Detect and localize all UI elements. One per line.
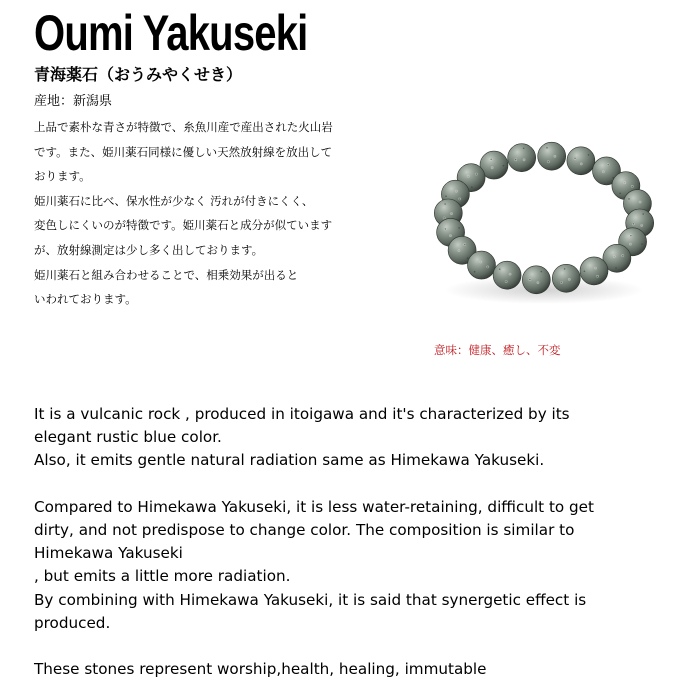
bead-speckle xyxy=(458,249,461,252)
jp-line: 姫川薬石に比べ、保水性が少なく 汚れが付きにくく、 xyxy=(34,193,314,208)
bead xyxy=(522,266,550,294)
bead-speckle xyxy=(607,164,609,166)
jp-line: 上品で素朴な青さが特徴で、糸魚川産で産出された火山岩 xyxy=(34,120,333,134)
bead-speckle xyxy=(476,173,478,175)
bead-speckle xyxy=(574,157,576,159)
jp-line: 変色しにくいのが特徴です。姫川薬石と成分が似ています xyxy=(34,218,333,233)
bead-speckle xyxy=(588,154,590,156)
bead-speckle xyxy=(594,267,597,270)
bead-speckle xyxy=(602,170,605,173)
bead-speckle xyxy=(546,147,548,149)
bead-speckle xyxy=(548,161,550,163)
bead-speckle xyxy=(459,198,461,200)
bead-speckle xyxy=(541,271,543,273)
bead-speckle xyxy=(642,213,644,215)
bead-speckle xyxy=(622,255,624,257)
jp-line: です。また、姫川薬石同様に優しい天然放射線を放出して xyxy=(34,144,333,159)
bead-speckle xyxy=(584,271,586,273)
bead-speckle xyxy=(640,224,643,227)
bead-speckle xyxy=(629,243,632,246)
bead-speckle xyxy=(529,279,531,281)
bead-speckle xyxy=(487,266,489,268)
paragraph-gap xyxy=(34,635,674,658)
bead xyxy=(552,264,580,292)
bead-speckle xyxy=(515,159,517,161)
bead-speckle xyxy=(450,212,453,215)
bead-speckle xyxy=(490,159,492,161)
bead-speckle xyxy=(597,276,599,278)
bead-speckle xyxy=(628,198,630,200)
bead-speckle xyxy=(615,267,617,269)
bracelet-image xyxy=(422,140,662,310)
bead-speckle xyxy=(554,155,557,158)
bead xyxy=(538,142,566,170)
meaning-label: 意味：健康、癒し、不変 xyxy=(434,343,561,357)
bead-speckle xyxy=(467,257,469,259)
page-title: Oumi Yakuseki xyxy=(34,5,308,61)
bead-speckle xyxy=(564,268,566,270)
bead-speckle xyxy=(455,190,458,193)
bead-speckle xyxy=(623,181,626,184)
bead-speckle xyxy=(568,278,571,281)
jp-line: が、放射線測定は少し多く出しております。 xyxy=(34,242,264,257)
bead-speckle xyxy=(443,217,445,219)
en-line: , but emits a little more radiation. xyxy=(34,567,291,586)
bead-speckle xyxy=(633,223,635,225)
en-line: dirty, and not predispose to change color. The composition is similar to xyxy=(34,520,575,539)
en-line: elegant rustic blue color. xyxy=(34,428,222,447)
bead-speckle xyxy=(471,186,473,188)
bead-speckle xyxy=(445,195,447,197)
en-line: Compared to Himekawa Yakuseki, it is less water-retaining, difficult to get xyxy=(34,497,594,516)
bead-speckle xyxy=(445,228,447,230)
bead-speckle xyxy=(449,234,452,237)
bead-speckle xyxy=(523,158,526,161)
bead xyxy=(493,261,521,289)
origin-label: 産地：新潟県 xyxy=(34,94,113,109)
en-line: It is a vulcanic rock , produced in itoigawa and it's characterized by its xyxy=(34,405,570,423)
jp-line: いわれております。 xyxy=(34,292,137,307)
bead-speckle xyxy=(537,281,540,284)
bead-speckle xyxy=(613,255,616,258)
en-line: By combining with Himekawa Yakuseki, it is said that synergetic effect is xyxy=(34,590,587,609)
jp-line: おります。 xyxy=(34,169,91,184)
paragraph-gap xyxy=(34,473,674,496)
bead-speckle xyxy=(523,148,525,150)
bead-speckle xyxy=(619,193,621,195)
bead-speckle xyxy=(458,227,460,229)
bead xyxy=(567,147,595,175)
bead-speckle xyxy=(491,166,494,169)
bead-speckle xyxy=(632,186,634,188)
bead xyxy=(468,251,496,279)
bead xyxy=(508,144,536,172)
en-line: These stones represent worship,health, healing, immutable xyxy=(34,660,487,679)
bead-speckle xyxy=(444,203,446,205)
bead-speckle xyxy=(630,235,632,237)
en-line: Also, it emits gentle natural radiation same as Himekawa Yakuseki. xyxy=(34,451,545,470)
bead-speckle xyxy=(509,273,512,276)
bead-speckle xyxy=(561,282,563,284)
bead-speckle xyxy=(505,281,507,283)
bead-speckle xyxy=(467,175,470,178)
japanese-subtitle: 青海薬石（おうみやくせき） xyxy=(34,65,243,84)
bead-speckle xyxy=(464,244,466,246)
jp-line: 姫川薬石と組み合わせることで、相乗効果が出ると xyxy=(34,267,299,282)
bead-speckle xyxy=(639,201,642,204)
bead-speckle xyxy=(641,243,643,245)
japanese-description xyxy=(34,115,424,312)
bead-speckle xyxy=(499,268,501,270)
en-line: produced. xyxy=(34,613,111,632)
en-line: Himekawa Yakuseki xyxy=(34,544,183,563)
bead-speckle xyxy=(474,271,476,273)
bead-speckle xyxy=(479,261,482,264)
english-description xyxy=(34,403,674,681)
bead-speckle xyxy=(503,165,505,167)
bead-speckle xyxy=(580,163,583,166)
